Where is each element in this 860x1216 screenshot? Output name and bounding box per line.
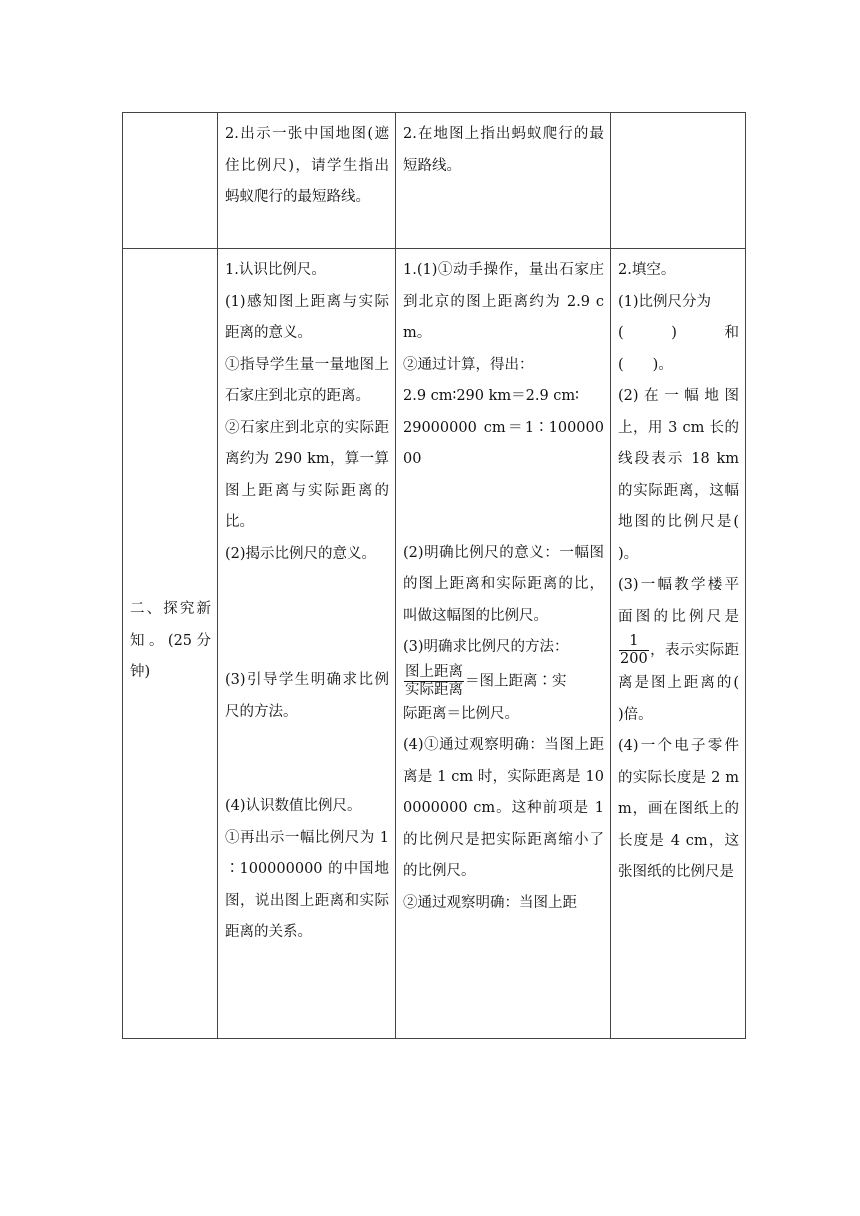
practice-paragraph: ( )。 [618, 356, 673, 373]
teacher-activity-cell [218, 249, 396, 1039]
lesson-plan-table [122, 112, 768, 1039]
student-paragraph: (4)①通过观察明确：当图上距离是 1 cm 时，实际距离是 100000000 cm。这种前项是 1 的比例尺是把实际距离缩小了的比例尺。 [403, 737, 604, 879]
practice-cell [611, 113, 746, 249]
stage-cell [123, 249, 218, 1039]
teacher-paragraph: 1.认识比例尺。 [225, 262, 326, 278]
practice-paragraph: (1)比例尺分为 [618, 293, 712, 310]
student-paragraph: ②通过计算，得出： [403, 356, 534, 373]
practice-paragraph: (4)一个电子零件的实际长度是 2 mm，画在图纸上的长度是 4 cm，这张图纸的比例尺是 [618, 738, 739, 880]
and-text: 和 [724, 325, 739, 341]
student-paragraph: ②通过观察明确：当图上距 [403, 894, 577, 911]
table-row [123, 249, 746, 1039]
teacher-text: 2.出示一张中国地图(遮住比例尺)，请学生指出蚂蚁爬行的最短路线。 [225, 126, 389, 205]
teacher-activity-cell [218, 113, 396, 249]
practice-paragraph: 2.填空。 [618, 262, 676, 278]
fraction-denominator: 实际距离 [405, 681, 463, 698]
fraction-numerator: 1 [619, 633, 649, 651]
question-text: (3)一幅教学楼平面图的比例尺是 [618, 577, 739, 625]
student-paragraph: 29000000 cm＝1∶10000000 [403, 419, 604, 467]
practice-cell [611, 249, 768, 1039]
student-text: 2.在地图上指出蚂蚁爬行的最短路线。 [403, 126, 604, 174]
blank-close: ) [671, 325, 677, 341]
student-paragraph: (3)明确求比例尺的方法： [403, 639, 569, 655]
teacher-paragraph: (1)感知图上距离与实际距离的意义。 [225, 293, 389, 341]
fraction [619, 633, 649, 668]
fraction-numerator: 图上距离 [405, 663, 463, 680]
student-paragraph: 际距离＝比例尺。 [403, 705, 519, 722]
teacher-paragraph: ①再出示一幅比例尺为 1∶100000000 的中国地图，说出图上距离和实际距离的关系。 [225, 829, 389, 940]
student-activity-cell [396, 249, 611, 1039]
stage-text: 二、探究新知。(25分钟) [130, 601, 211, 681]
blank-line [618, 318, 739, 350]
stage-cell [123, 113, 218, 249]
formula-line [403, 664, 604, 699]
table-row [123, 113, 746, 249]
student-paragraph: (2)明确比例尺的意义：一幅图的图上距离和实际距离的比，叫做这幅图的比例尺。 [403, 544, 604, 624]
teacher-paragraph: (4)认识数值比例尺。 [225, 798, 362, 814]
teacher-paragraph: (2)揭示比例尺的意义。 [225, 545, 377, 562]
fraction [404, 664, 464, 699]
student-paragraph: 2.9 cm∶290 km＝2.9 cm∶ [403, 388, 579, 404]
teacher-paragraph: ②石家庄到北京的实际距离约为 290 km，算一算图上距离与实际距离的比。 [225, 419, 389, 530]
practice-paragraph [618, 570, 768, 731]
teacher-paragraph: ①指导学生量一量地图上石家庄到北京的距离。 [225, 356, 389, 404]
question-text: ，表示实际距离是图上距离的( )倍。 [618, 642, 768, 723]
fraction-denominator: 200 [620, 651, 648, 667]
formula-text: ＝图上距离∶实 [465, 673, 567, 689]
student-paragraph: 1.(1)①动手操作，量出石家庄到北京的图上距离约为 2.9 cm。 [403, 262, 604, 341]
practice-paragraph: (2)在一幅地图上，用 3 cm 长的线段表示 18 km 的实际距离，这幅地图的比例尺是( )。 [618, 388, 768, 562]
student-activity-cell [396, 113, 611, 249]
blank-open: ( [618, 325, 624, 341]
teacher-paragraph: (3)引导学生明确求比例尺的方法。 [225, 672, 389, 720]
